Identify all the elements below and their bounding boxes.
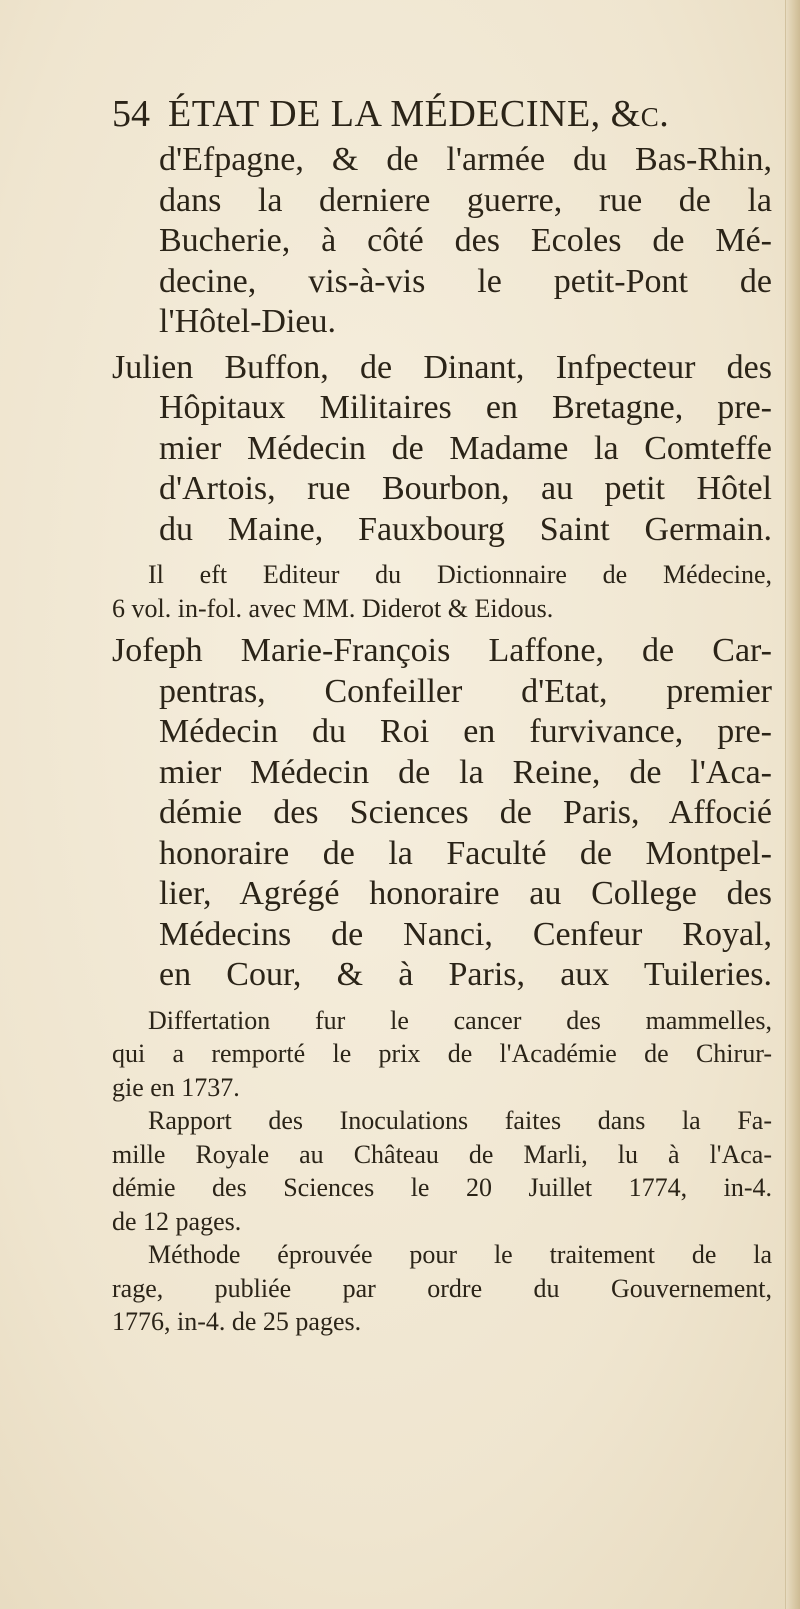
text-line: Médecins de Nanci, Cenfeur Royal, (159, 915, 772, 953)
entry-continuation (112, 140, 772, 343)
text-line: mier Médecin de la Reine, de l'Aca- (159, 753, 772, 791)
work-item-dissertation (112, 1004, 772, 1105)
works-list (112, 1004, 772, 1339)
text-line: d'Efpagne, & de l'armée du Bas-Rhin, (159, 141, 772, 178)
text-line: l'Hôtel-Dieu. (159, 303, 337, 340)
note-busson (112, 558, 772, 625)
work-line: Rapport des Inoculations faites dans la Fa- (148, 1106, 772, 1135)
work-line: Differtation fur le cancer des mammelles, (148, 1005, 772, 1035)
note-line: Il eft Editeur du Dictionnaire de Médecine, (148, 560, 772, 589)
work-line: 1776, in-4. de 25 pages. (112, 1307, 362, 1336)
entry-heading-line: Jofeph Marie-François Laffone, de Car- (112, 632, 772, 669)
text-line: démie des Sciences de Paris, Affocié (159, 794, 772, 831)
page-number: 54 (112, 93, 150, 135)
text-line: d'Artois, rue Bourbon, au petit Hôtel (159, 470, 772, 507)
work-item-methode (112, 1238, 772, 1339)
work-line: qui a remporté le prix de l'Académie de Chirur- (112, 1039, 772, 1068)
page-body (112, 140, 772, 1345)
text-line: lier, Agrégé honoraire au College des (159, 875, 772, 912)
running-header (112, 92, 752, 136)
text-line: mier Médecin de Madame la Comteffe (159, 429, 772, 467)
work-line: mille Royale au Château de Marli, lu à l'Aca- (112, 1139, 772, 1169)
running-title: ÉTAT DE LA MÉDECINE, &c. (168, 93, 670, 135)
work-line: démie des Sciences le 20 Juillet 1774, in-4. (112, 1173, 772, 1202)
note-line: 6 vol. in-fol. avec MM. Diderot & Eidous. (112, 593, 554, 623)
text-line: du Maine, Fauxbourg Saint Germain. (159, 510, 772, 548)
text-line: pentras, Confeiller d'Etat, premier (159, 672, 772, 710)
entry-heading-line: Julien Buffon, de Dinant, Infpecteur des (112, 348, 772, 386)
text-line: en Cour, & à Paris, aux Tuileries. (159, 956, 772, 993)
text-line: Hôpitaux Militaires en Bretagne, pre- (159, 389, 772, 426)
entry-lassone (112, 631, 772, 1339)
entry-busson (112, 348, 772, 626)
text-line: dans la derniere guerre, rue de la (159, 181, 772, 219)
text-line: Médecin du Roi en furvivance, pre- (159, 713, 772, 750)
work-line: gie en 1737. (112, 1072, 240, 1102)
text-line: Bucherie, à côté des Ecoles de Mé- (159, 222, 772, 259)
page-edge (785, 0, 800, 1609)
text-line: decine, vis-à-vis le petit-Pont de (159, 262, 772, 300)
work-line: de 12 pages. (112, 1206, 242, 1236)
work-line: Méthode éprouvée pour le traitement de la (148, 1240, 772, 1269)
work-item-rapport (112, 1104, 772, 1238)
text-line: honoraire de la Faculté de Montpel- (159, 834, 772, 872)
work-line: rage, publiée par ordre du Gouvernement, (112, 1273, 772, 1303)
